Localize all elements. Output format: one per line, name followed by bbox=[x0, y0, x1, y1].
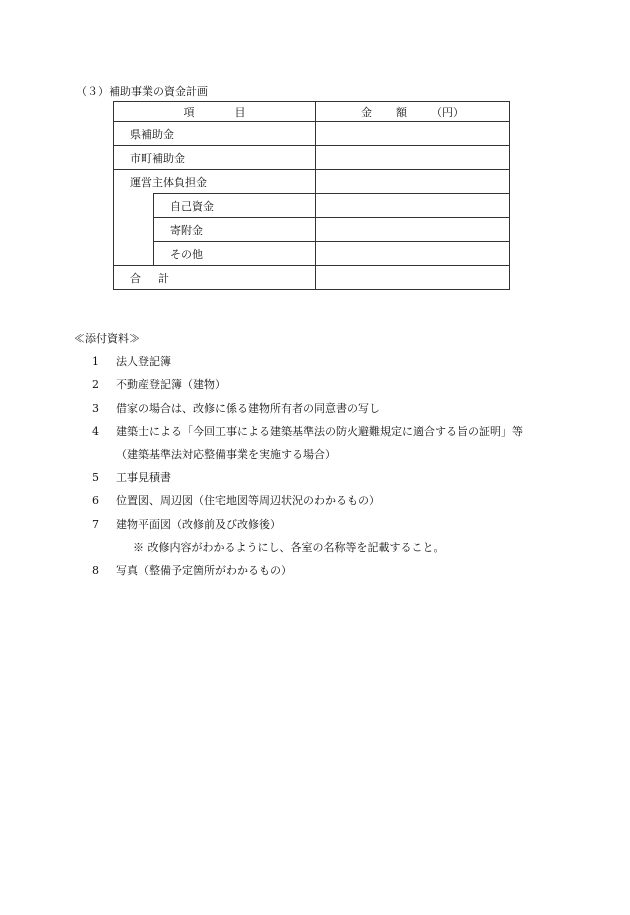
attachments-section bbox=[74, 327, 523, 582]
row-amount-total bbox=[316, 266, 510, 290]
item-text: 法人登記簿 bbox=[116, 355, 171, 369]
item-text: 不動産登記簿（建物） bbox=[116, 378, 226, 392]
header-item-char-2: 目 bbox=[234, 105, 246, 119]
section-title: （３）補助事業の資金計画 bbox=[76, 85, 208, 98]
item-text: 工事見積書 bbox=[116, 471, 171, 485]
funding-plan-table bbox=[113, 101, 510, 290]
item-number: 2 bbox=[92, 378, 99, 392]
item-number: 7 bbox=[92, 517, 99, 531]
table-row bbox=[114, 194, 510, 218]
header-amount-unit: （円） bbox=[431, 105, 464, 119]
item-text: 写真（整備予定箇所がわかるもの） bbox=[116, 564, 292, 578]
list-item bbox=[74, 397, 523, 420]
indent-cell bbox=[114, 194, 154, 266]
row-label-total bbox=[114, 266, 316, 290]
item-text: 建物平面図（改修前及び改修後） bbox=[116, 517, 281, 531]
list-item bbox=[74, 559, 523, 582]
row-label-donation: 寄附金 bbox=[154, 218, 316, 242]
item-continuation: （建築基準法対応整備事業を実施する場合） bbox=[116, 448, 336, 462]
header-item bbox=[114, 102, 316, 122]
table-row bbox=[114, 266, 510, 290]
table-row bbox=[114, 146, 510, 170]
table-header-row bbox=[114, 102, 510, 122]
row-amount-city bbox=[316, 146, 510, 170]
total-char-2: 計 bbox=[158, 271, 169, 285]
row-label-pref: 県補助金 bbox=[114, 122, 316, 146]
item-number: 6 bbox=[92, 494, 99, 508]
item-number: 1 bbox=[92, 355, 99, 369]
table-row bbox=[114, 242, 510, 266]
list-item bbox=[74, 350, 523, 373]
header-amount bbox=[316, 102, 510, 122]
list-item bbox=[74, 373, 523, 396]
row-amount-pref bbox=[316, 122, 510, 146]
list-item bbox=[74, 489, 523, 512]
row-amount-other bbox=[316, 242, 510, 266]
item-number: 5 bbox=[92, 471, 99, 485]
row-label-city: 市町補助金 bbox=[114, 146, 316, 170]
row-label-own: 自己資金 bbox=[154, 194, 316, 218]
table-row bbox=[114, 122, 510, 146]
row-label-other: その他 bbox=[154, 242, 316, 266]
header-amount-char-1: 金 bbox=[361, 105, 372, 119]
list-item bbox=[74, 420, 523, 466]
item-number: 3 bbox=[92, 401, 99, 415]
row-amount-own bbox=[316, 194, 510, 218]
list-item bbox=[74, 513, 523, 559]
item-number: 8 bbox=[92, 564, 99, 578]
table-row bbox=[114, 218, 510, 242]
item-text: 借家の場合は、改修に係る建物所有者の同意書の写し bbox=[116, 401, 380, 415]
item-text: 位置図、周辺図（住宅地図等周辺状況のわかるもの） bbox=[116, 494, 380, 508]
attachments-heading: ≪添付資料≫ bbox=[74, 332, 140, 345]
item-note: ※ 改修内容がわかるようにし、各室の名称等を記載すること。 bbox=[133, 540, 445, 554]
total-char-1: 合 bbox=[130, 271, 141, 285]
header-amount-char-2: 額 bbox=[396, 105, 407, 119]
table-row bbox=[114, 170, 510, 194]
item-number: 4 bbox=[92, 424, 99, 438]
row-label-operator: 運営主体負担金 bbox=[114, 170, 316, 194]
list-item bbox=[74, 466, 523, 489]
header-item-char-1: 項 bbox=[183, 105, 195, 119]
item-text: 建築士による「今回工事による建築基準法の防火避難規定に適合する旨の証明」等 bbox=[116, 424, 523, 438]
row-amount-donation bbox=[316, 218, 510, 242]
row-amount-operator bbox=[316, 170, 510, 194]
